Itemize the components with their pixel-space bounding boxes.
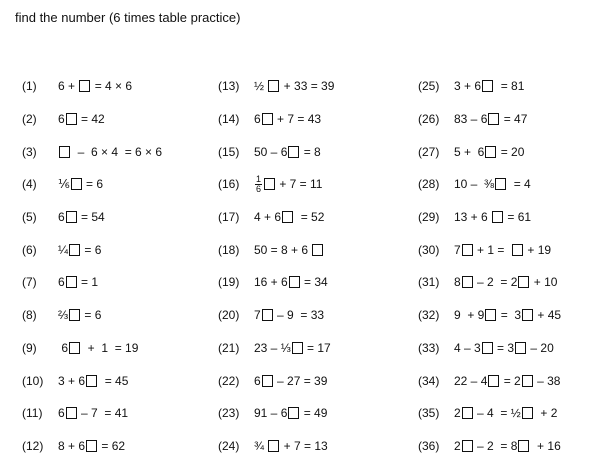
- answer-box[interactable]: [485, 309, 496, 321]
- equation-text: – 27 = 39: [273, 373, 328, 388]
- equation-text: + 19: [524, 242, 552, 257]
- answer-box[interactable]: [518, 276, 529, 288]
- equation-text: ¼: [58, 242, 69, 257]
- problem-number: (26): [418, 112, 440, 127]
- equation-text: – 9 = 33: [273, 308, 325, 323]
- problem-row: [22, 364, 162, 397]
- problem-row: [418, 397, 561, 430]
- problem-row: [218, 430, 334, 462]
- equation-text: + 7 = 11: [276, 177, 323, 192]
- equation-text: = 17: [303, 340, 331, 355]
- equation-text: = 6: [82, 177, 103, 192]
- problem-row: [418, 299, 561, 332]
- problem-number: (35): [418, 406, 440, 421]
- answer-box[interactable]: [69, 244, 80, 256]
- problem-number: (20): [218, 308, 240, 323]
- answer-box[interactable]: [86, 375, 97, 387]
- problem-column-3: [418, 70, 561, 462]
- problem-equation: [58, 79, 132, 93]
- equation-text: + 2: [533, 406, 558, 421]
- equation-text: = 81: [494, 79, 525, 94]
- equation-text: ¾: [254, 438, 268, 453]
- answer-box[interactable]: [462, 407, 473, 419]
- problem-number: (19): [218, 275, 240, 290]
- answer-box[interactable]: [482, 342, 493, 354]
- answer-box[interactable]: [66, 211, 77, 223]
- problem-row: [22, 430, 162, 462]
- problem-row: [218, 299, 334, 332]
- problem-row: [218, 103, 334, 136]
- problem-number: (30): [418, 242, 440, 257]
- problem-row: [418, 430, 561, 462]
- equation-text: + 45: [534, 308, 562, 323]
- problem-number: (18): [218, 242, 240, 257]
- equation-text: + 1 =: [473, 242, 512, 257]
- problem-equation: [58, 308, 101, 322]
- equation-text: ½: [254, 79, 268, 94]
- equation-text: 50 – 6: [254, 144, 288, 159]
- problem-number: (8): [22, 308, 37, 323]
- equation-text: 3 + 6: [454, 79, 482, 94]
- equation-text: 50 = 8 + 6: [254, 242, 312, 257]
- answer-box[interactable]: [262, 113, 273, 125]
- answer-box[interactable]: [495, 178, 506, 190]
- problem-equation: [254, 275, 328, 289]
- problem-number: (16): [218, 177, 240, 192]
- problem-equation: [254, 341, 331, 355]
- answer-box[interactable]: [289, 276, 300, 288]
- problem-equation: [58, 374, 128, 388]
- answer-box[interactable]: [462, 244, 473, 256]
- equation-text: = 61: [504, 210, 532, 225]
- equation-text: 8: [454, 275, 461, 290]
- equation-text: = 8: [300, 144, 321, 159]
- fraction-numerator: 1: [255, 173, 261, 184]
- answer-box[interactable]: [522, 375, 533, 387]
- problem-column-2: [218, 70, 334, 462]
- problem-number: (15): [218, 144, 240, 159]
- answer-box[interactable]: [268, 80, 279, 92]
- answer-box[interactable]: [288, 407, 299, 419]
- problem-equation: [58, 112, 105, 126]
- equation-text: = 54: [77, 210, 105, 225]
- equation-text: = 3: [493, 340, 515, 355]
- problem-equation: [454, 145, 524, 159]
- equation-text: = 20: [497, 144, 525, 159]
- problem-equation: [454, 243, 551, 257]
- equation-text: = 42: [77, 112, 105, 127]
- problem-column-1: [22, 70, 162, 462]
- answer-box[interactable]: [69, 342, 80, 354]
- problem-equation: [254, 79, 334, 93]
- problem-row: [218, 135, 334, 168]
- problem-row: [22, 103, 162, 136]
- equation-text: – 2 = 2: [473, 275, 518, 290]
- problem-number: (5): [22, 210, 37, 225]
- equation-text: 83 – 6: [454, 112, 488, 127]
- problem-number: (14): [218, 112, 240, 127]
- equation-text: 9 + 9: [454, 308, 485, 323]
- problem-number: (1): [22, 79, 37, 94]
- equation-text: 6: [58, 275, 65, 290]
- problem-row: [22, 70, 162, 103]
- equation-text: + 33 = 39: [280, 79, 335, 94]
- equation-text: 6: [254, 373, 261, 388]
- problem-row: [418, 201, 561, 234]
- problem-equation: [58, 406, 128, 420]
- equation-text: 6 +: [58, 79, 79, 94]
- equation-text: 22 – 4: [454, 373, 488, 388]
- problem-number: (23): [218, 406, 240, 421]
- equation-text: – 4 = ½: [473, 406, 521, 421]
- worksheet-title: find the number (6 times table practice): [15, 10, 241, 25]
- equation-text: – 38: [533, 373, 561, 388]
- problem-equation: [454, 112, 527, 126]
- problem-number: (29): [418, 210, 440, 225]
- equation-text: ⅔: [58, 308, 69, 323]
- problem-equation: [254, 439, 328, 453]
- equation-text: = 4: [507, 177, 531, 192]
- problem-number: (13): [218, 79, 240, 94]
- answer-box[interactable]: [488, 113, 499, 125]
- problem-number: (9): [22, 340, 37, 355]
- problem-equation: [58, 145, 162, 159]
- problem-row: [22, 397, 162, 430]
- problem-row: [22, 201, 162, 234]
- equation-text: + 7 = 13: [280, 438, 328, 453]
- equation-text: 6: [58, 112, 65, 127]
- problem-number: (17): [218, 210, 240, 225]
- answer-box[interactable]: [292, 342, 303, 354]
- problem-number: (22): [218, 373, 240, 388]
- answer-box[interactable]: [66, 407, 77, 419]
- problem-row: [418, 135, 561, 168]
- problem-equation: [454, 79, 524, 93]
- problem-row: [22, 266, 162, 299]
- equation-text: 2: [454, 406, 461, 421]
- answer-box[interactable]: [288, 146, 299, 158]
- problem-number: (34): [418, 373, 440, 388]
- problem-number: (3): [22, 144, 37, 159]
- equation-text: 5 + 6: [454, 144, 485, 159]
- problem-equation: [454, 341, 554, 355]
- answer-box[interactable]: [264, 178, 275, 190]
- problem-number: (32): [418, 308, 440, 323]
- problem-number: (25): [418, 79, 440, 94]
- equation-text: 7: [454, 242, 461, 257]
- problem-row: [22, 233, 162, 266]
- equation-text: 6: [58, 340, 69, 355]
- problem-row: [22, 135, 162, 168]
- problem-equation: [454, 275, 557, 289]
- equation-text: = 3: [497, 308, 522, 323]
- equation-text: = 45: [98, 373, 129, 388]
- equation-text: = 2: [500, 373, 521, 388]
- problem-row: [218, 266, 334, 299]
- equation-text: = 6: [81, 308, 102, 323]
- problem-number: (7): [22, 275, 37, 290]
- equation-text: 3 + 6: [58, 373, 86, 388]
- answer-box[interactable]: [482, 80, 493, 92]
- equation-text: 6: [58, 210, 65, 225]
- equation-text: 6: [58, 406, 65, 421]
- equation-text: – 20: [527, 340, 554, 355]
- problem-row: [218, 397, 334, 430]
- problem-equation: [58, 177, 103, 191]
- problem-number: (21): [218, 340, 240, 355]
- problem-equation: [254, 243, 324, 257]
- answer-box[interactable]: [522, 309, 533, 321]
- equation-text: = 4 × 6: [91, 79, 133, 94]
- problem-equation: [58, 275, 98, 289]
- problem-row: [418, 103, 561, 136]
- problem-number: (2): [22, 112, 37, 127]
- equation-text: 2: [454, 438, 461, 453]
- problem-row: [418, 168, 561, 201]
- equation-text: 13 + 6: [454, 210, 492, 225]
- equation-text: = 34: [300, 275, 328, 290]
- problem-equation: [454, 406, 557, 420]
- equation-text: 8 + 6: [58, 438, 86, 453]
- equation-text: = 52: [294, 210, 325, 225]
- problem-number: (36): [418, 438, 440, 453]
- problem-row: [418, 332, 561, 365]
- answer-box[interactable]: [492, 211, 503, 223]
- answer-box[interactable]: [86, 440, 97, 452]
- equation-text: + 7 = 43: [273, 112, 322, 127]
- answer-box[interactable]: [485, 146, 496, 158]
- answer-box[interactable]: [268, 440, 279, 452]
- answer-box[interactable]: [522, 407, 533, 419]
- equation-text: = 1: [77, 275, 99, 290]
- problem-equation: [454, 177, 531, 191]
- problem-equation: [58, 210, 105, 224]
- fraction-denominator: 6: [255, 183, 261, 194]
- answer-box[interactable]: [69, 309, 80, 321]
- equation-text: 7: [254, 308, 261, 323]
- equation-text: 4 – 3: [454, 340, 481, 355]
- equation-text: 6: [254, 112, 261, 127]
- equation-text: + 10: [530, 275, 558, 290]
- equation-text: ⅙: [58, 177, 70, 192]
- problem-row: [22, 332, 162, 365]
- problem-equation: [454, 439, 561, 453]
- problem-row: [418, 233, 561, 266]
- equation-text: = 62: [98, 438, 126, 453]
- answer-box[interactable]: [262, 375, 273, 387]
- answer-box[interactable]: [71, 178, 82, 190]
- problem-equation: [58, 439, 125, 453]
- answer-box[interactable]: [515, 342, 526, 354]
- equation-text: 4 + 6: [254, 210, 282, 225]
- problem-number: (24): [218, 438, 240, 453]
- equation-text: + 16: [530, 438, 561, 453]
- equation-text: 23 – ⅓: [254, 340, 291, 355]
- answer-box[interactable]: [512, 244, 523, 256]
- answer-box[interactable]: [262, 309, 273, 321]
- problem-row: [218, 70, 334, 103]
- answer-box[interactable]: [79, 80, 90, 92]
- answer-box[interactable]: [462, 440, 473, 452]
- answer-box[interactable]: [66, 113, 77, 125]
- answer-box[interactable]: [518, 440, 529, 452]
- problem-number: (33): [418, 340, 440, 355]
- answer-box[interactable]: [282, 211, 293, 223]
- problem-equation: [254, 308, 324, 322]
- equation-text: – 2 = 8: [473, 438, 518, 453]
- problem-equation: [254, 210, 324, 224]
- equation-text: – 6 × 4 = 6 × 6: [71, 144, 163, 159]
- problem-equation: [254, 145, 321, 159]
- problem-row: [418, 364, 561, 397]
- problem-number: (4): [22, 177, 37, 192]
- problem-row: [418, 70, 561, 103]
- equation-text: = 47: [500, 112, 528, 127]
- problem-equation: [454, 308, 561, 322]
- problem-equation: [254, 406, 327, 420]
- fraction: [255, 175, 262, 194]
- equation-text: 10 – ⅜: [454, 177, 495, 192]
- problem-number: (28): [418, 177, 440, 192]
- answer-box[interactable]: [488, 375, 499, 387]
- answer-box[interactable]: [462, 276, 473, 288]
- equation-text: 91 – 6: [254, 406, 288, 421]
- problem-equation: [58, 341, 138, 355]
- problem-equation: [254, 112, 321, 126]
- answer-box[interactable]: [66, 276, 77, 288]
- problem-row: [218, 364, 334, 397]
- answer-box[interactable]: [312, 244, 323, 256]
- problem-equation: [254, 175, 322, 194]
- problem-row: [218, 201, 334, 234]
- equation-text: + 1 = 19: [81, 340, 139, 355]
- answer-box[interactable]: [59, 146, 70, 158]
- equation-text: 16 + 6: [254, 275, 288, 290]
- equation-text: = 6: [81, 242, 102, 257]
- equation-text: – 7 = 41: [77, 406, 129, 421]
- problem-equation: [58, 243, 101, 257]
- problem-row: [218, 168, 334, 201]
- problem-number: (11): [22, 406, 43, 421]
- problem-equation: [254, 374, 327, 388]
- problem-number: (31): [418, 275, 440, 290]
- problem-equation: [454, 210, 531, 224]
- problem-number: (10): [22, 373, 44, 388]
- problem-row: [218, 233, 334, 266]
- problem-number: (6): [22, 242, 37, 257]
- problem-equation: [454, 374, 560, 388]
- problem-number: (12): [22, 438, 44, 453]
- problem-number: (27): [418, 144, 440, 159]
- problem-row: [218, 332, 334, 365]
- equation-text: = 49: [300, 406, 328, 421]
- problem-row: [22, 168, 162, 201]
- problem-row: [22, 299, 162, 332]
- problem-row: [418, 266, 561, 299]
